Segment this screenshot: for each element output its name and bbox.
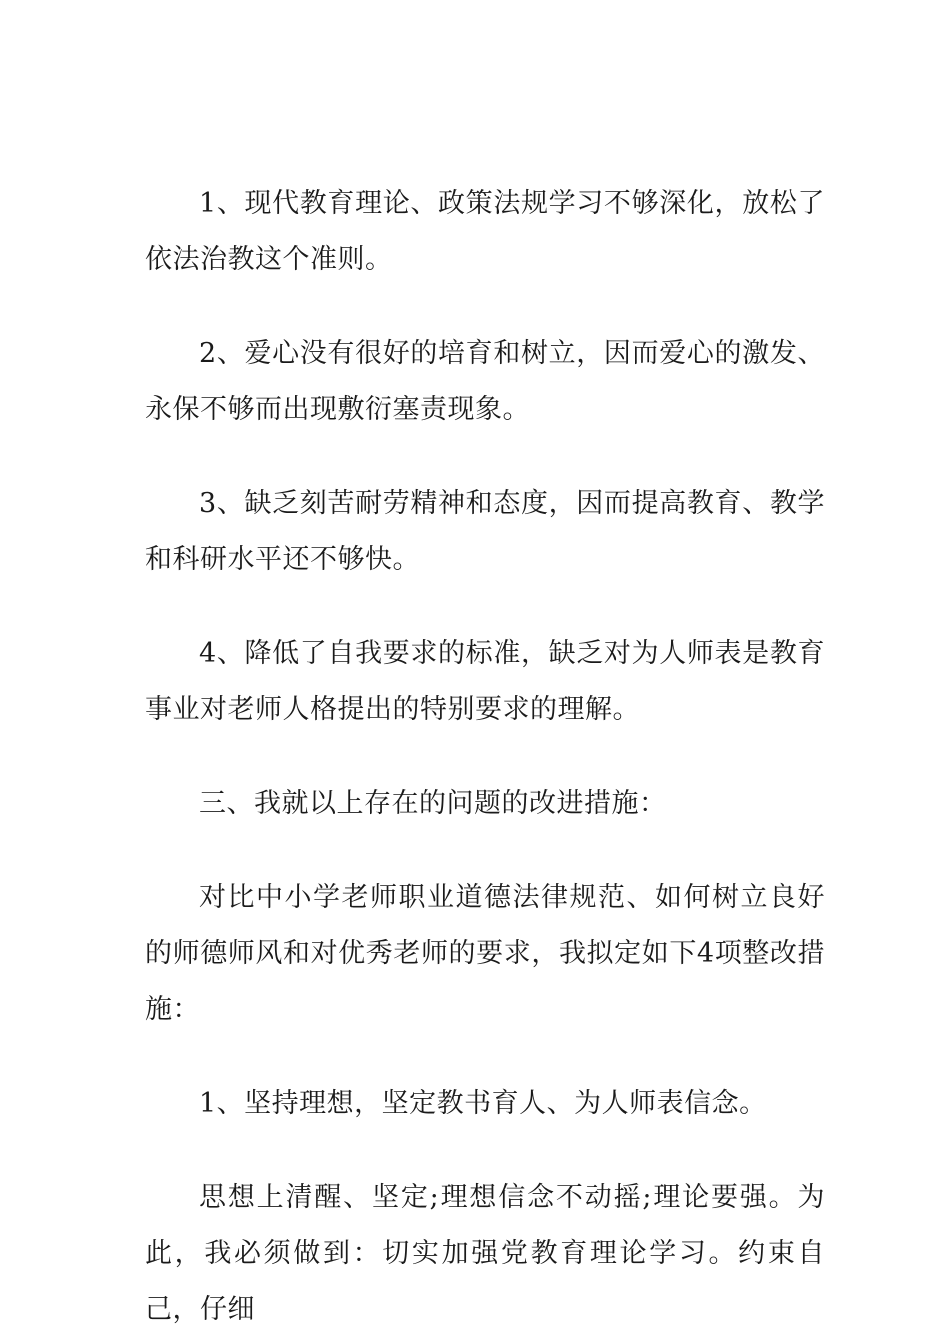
section-heading-improvements: 三、我就以上存在的问题的改进措施： (199, 788, 667, 819)
paragraph-problem-2: 2、爱心没有很好的培育和树立，因而爱心的激发、永保不够而出现敷衍塞责现象。 (145, 338, 825, 425)
paragraph-problem-3: 3、缺乏刻苦耐劳精神和态度，因而提高教育、教学和科研水平还不够快。 (145, 488, 825, 575)
document-body (145, 176, 825, 1338)
paragraph-measures-intro: 对比中小学老师职业道德法律规范、如何树立良好的师德师风和对优秀老师的要求，我拟定如下4项整改措施： (145, 882, 825, 1025)
paragraph-problem-4: 4、降低了自我要求的标准，缺乏对为人师表是教育事业对老师人格提出的特别要求的理解。 (145, 638, 825, 725)
paragraph-measure-1: 1、坚持理想，坚定教书育人、为人师表信念。 (199, 1088, 767, 1119)
paragraph-problem-1: 1、现代教育理论、政策法规学习不够深化，放松了依法治教这个准则。 (145, 188, 825, 275)
paragraph-measure-1-detail: 思想上清醒、坚定;理想信念不动摇;理论要强。为此，我必须做到：切实加强党教育理论学习。约束自己，仔细 (145, 1182, 825, 1325)
